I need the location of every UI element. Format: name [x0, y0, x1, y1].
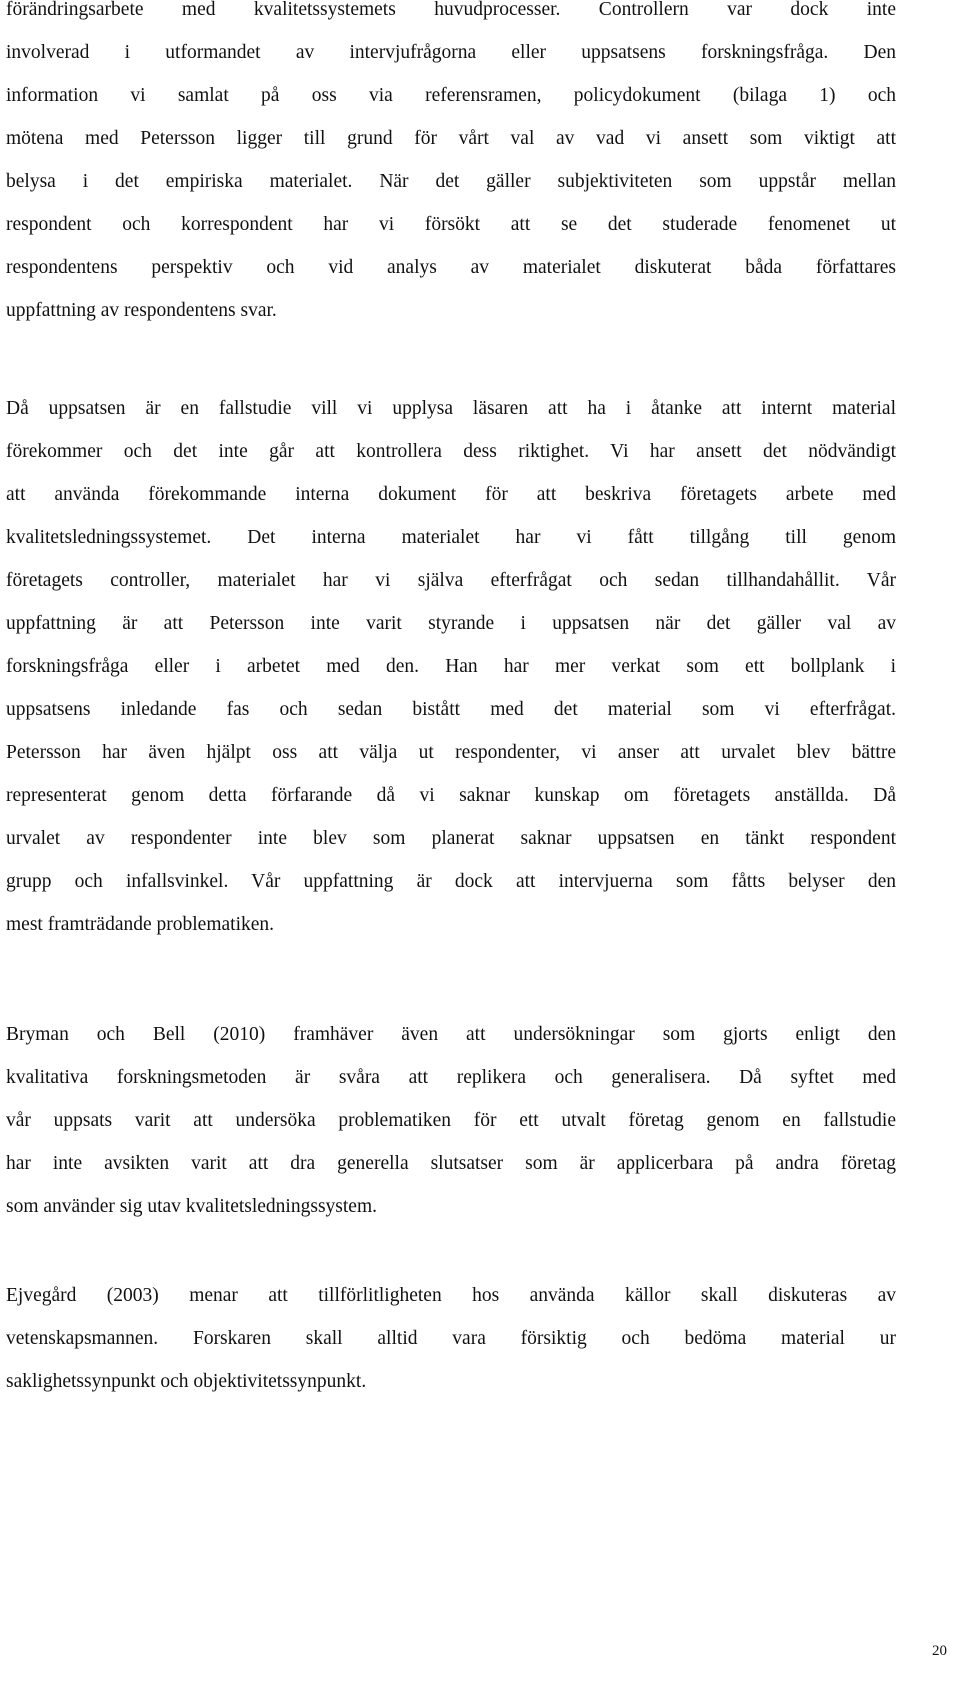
paragraph-line: mest framträdande problematiken.	[6, 914, 275, 935]
paragraph-replicability	[6, 1013, 896, 1228]
paragraph-line: respondent och korrespondent har vi försökt att se det studerade fenomenet ut	[6, 214, 896, 235]
paragraph-line: att använda förekommande interna dokument för att beskriva företagets arbete med	[6, 484, 896, 505]
paragraph-line: Petersson har även hjälpt oss att välja ut respondenter, vi anser att urvalet blev bättre	[6, 742, 896, 763]
paragraph-line: Ejvegård (2003) menar att tillförlitligheten hos använda källor skall diskuteras av	[6, 1285, 896, 1306]
paragraph-line: uppsatsens inledande fas och sedan bistått med det material som vi efterfrågat.	[6, 699, 896, 720]
paragraph-line: representerat genom detta förfarande då vi saknar kunskap om företagets anställda. Då	[6, 785, 896, 806]
paragraph-source-reliability	[6, 1274, 896, 1403]
paragraph-line: förekommer och det inte går att kontrollera dess riktighet. Vi har ansett det nödvändigt	[6, 441, 896, 462]
paragraph-line: respondentens perspektiv och vid analys av materialet diskuterat båda författares	[6, 257, 896, 278]
paragraph-line: belysa i det empiriska materialet. När det gäller subjektiviteten som uppstår mellan	[6, 171, 896, 192]
paragraph-line: har inte avsikten varit att dra generella slutsatser som är applicerbara på andra företag	[6, 1153, 896, 1174]
paragraph-line: information vi samlat på oss via referensramen, policydokument (bilaga 1) och	[6, 85, 896, 106]
paragraph-line: Då uppsatsen är en fallstudie vill vi upplysa läsaren att ha i åtanke att internt material	[6, 398, 896, 419]
paragraph-line: företagets controller, materialet har vi själva efterfrågat och sedan tillhandahållit. Vår	[6, 570, 896, 591]
paragraph-line: Bryman och Bell (2010) framhäver även att undersökningar som gjorts enligt den	[6, 1024, 896, 1045]
paragraph-line: vetenskapsmannen. Forskaren skall alltid vara försiktig och bedöma material ur	[6, 1328, 896, 1349]
paragraph-line: uppfattning är att Petersson inte varit styrande i uppsatsen när det gäller val av	[6, 613, 896, 634]
paragraph-line: förändringsarbete med kvalitetssystemets huvudprocesser. Controllern var dock inte	[6, 0, 896, 20]
paragraph-line: grupp och infallsvinkel. Vår uppfattning är dock att intervjuerna som fåtts belyser den	[6, 871, 896, 892]
paragraph-line: urvalet av respondenter inte blev som planerat saknar uppsatsen en tänkt respondent	[6, 828, 896, 849]
paragraph-line: forskningsfråga eller i arbetet med den. Han har mer verkat som ett bollplank i	[6, 656, 896, 677]
paragraph-line: som använder sig utav kvalitetsledningssystem.	[6, 1196, 377, 1217]
page-number: 20	[932, 1643, 947, 1659]
paragraph-line: saklighetssynpunkt och objektivitetssynpunkt.	[6, 1371, 367, 1392]
paragraph-line: involverad i utformandet av intervjufrågorna eller uppsatsens forskningsfråga. Den	[6, 42, 896, 63]
paragraph-line: kvalitativa forskningsmetoden är svåra att replikera och generalisera. Då syftet med	[6, 1067, 896, 1088]
paragraph-line: kvalitetsledningssystemet. Det interna materialet har vi fått tillgång till genom	[6, 527, 896, 548]
paragraph-line: vår uppsats varit att undersöka problematiken för ett utvalt företag genom en fallstudie	[6, 1110, 896, 1131]
paragraph-line: mötena med Petersson ligger till grund för vårt val av vad vi ansett som viktigt att	[6, 128, 896, 149]
paragraph-line: uppfattning av respondentens svar.	[6, 300, 277, 321]
paragraph-case-study-and-internal-material	[6, 387, 896, 946]
paragraph-method-and-subjectivity	[6, 0, 896, 332]
